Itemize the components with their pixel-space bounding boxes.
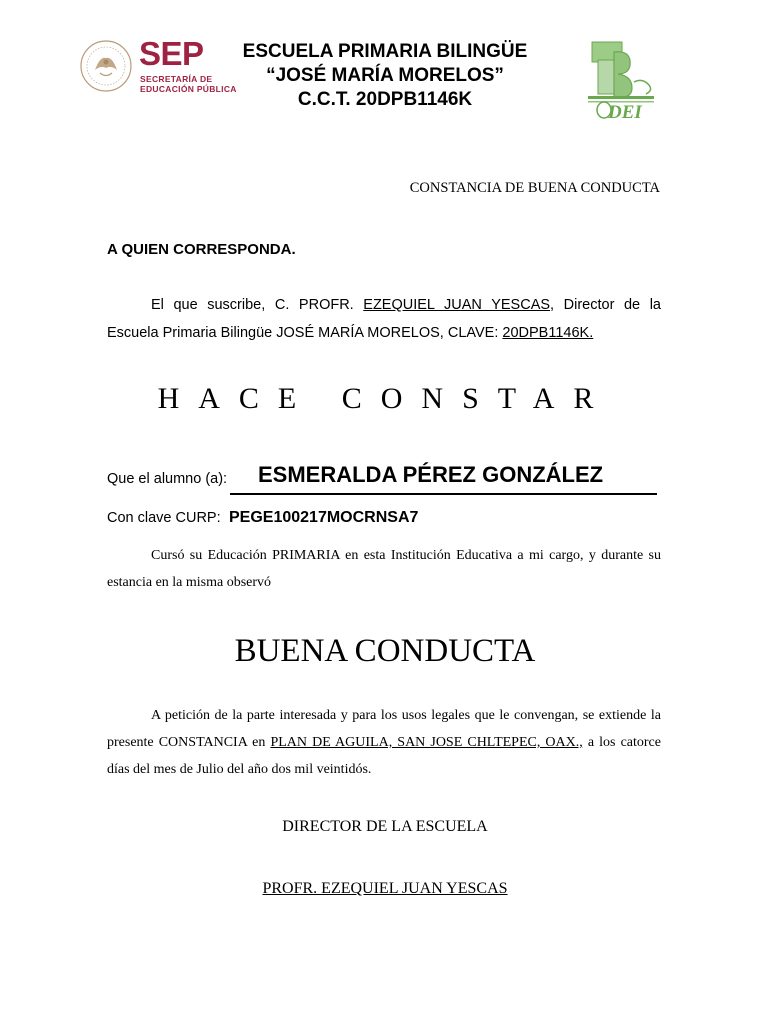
intro-text: , Director de la Escuela Primaria Bilingüe JOSÉ MARÍA MORELOS, CLAVE:	[107, 297, 661, 341]
dei-logo-text: DEI	[608, 102, 642, 123]
issuance-paragraph	[107, 702, 661, 783]
student-name: ESMERALDA PÉREZ GONZÁLEZ	[258, 462, 604, 487]
document-title: CONSTANCIA DE BUENA CONDUCTA	[409, 180, 660, 196]
student-label: Que el alumno (a):	[107, 471, 228, 487]
national-seal-logo	[80, 40, 132, 92]
sep-logo-subtitle: SECRETARÍA DE	[140, 74, 213, 84]
curp-label: Con clave CURP:	[107, 510, 221, 526]
dei-logo	[584, 38, 660, 124]
sep-logo-word: SEP	[139, 35, 204, 72]
director-name-inline: EZEQUIEL JUAN YESCAS	[363, 297, 551, 313]
issuance-text: A petición de la parte interesada y para los usos legales que le convengan, se extiende la presente CONSTANCIA en	[107, 708, 661, 750]
school-quoted-name: “JOSÉ MARÍA MORELOS”	[266, 65, 504, 86]
issuance-text: a los catorce días del mes de Julio del año dos mil veintidós.	[107, 735, 661, 777]
school-name: ESCUELA PRIMARIA BILINGÜE	[242, 41, 528, 62]
education-paragraph: Cursó su Educación PRIMARIA en esta Institución Educativa a mi cargo, y durante su estancia en la misma observó	[107, 548, 661, 590]
certify-heading: HACE CONSTAR	[157, 382, 613, 415]
addressee-line: A QUIEN CORRESPONDA.	[107, 241, 296, 258]
school-clave: 20DPB1146K.	[502, 325, 594, 341]
intro-paragraph	[107, 291, 661, 347]
school-cct-code: C.C.T. 20DPB1146K	[297, 89, 473, 110]
signature-name: PROFR. EZEQUIEL JUAN YESCAS	[262, 880, 508, 897]
intro-text: El que suscribe, C. PROFR.	[151, 297, 364, 313]
student-name-underline	[230, 493, 657, 495]
conduct-heading: BUENA CONDUCTA	[234, 633, 536, 669]
sep-logo-subtitle: EDUCACIÓN PÚBLICA	[140, 84, 237, 94]
curp-value: PEGE100217MOCRNSA7	[229, 509, 419, 526]
signature-title: DIRECTOR DE LA ESCUELA	[282, 818, 488, 835]
issuance-place: PLAN DE AGUILA, SAN JOSE CHLTEPEC, OAX.,	[270, 735, 583, 750]
